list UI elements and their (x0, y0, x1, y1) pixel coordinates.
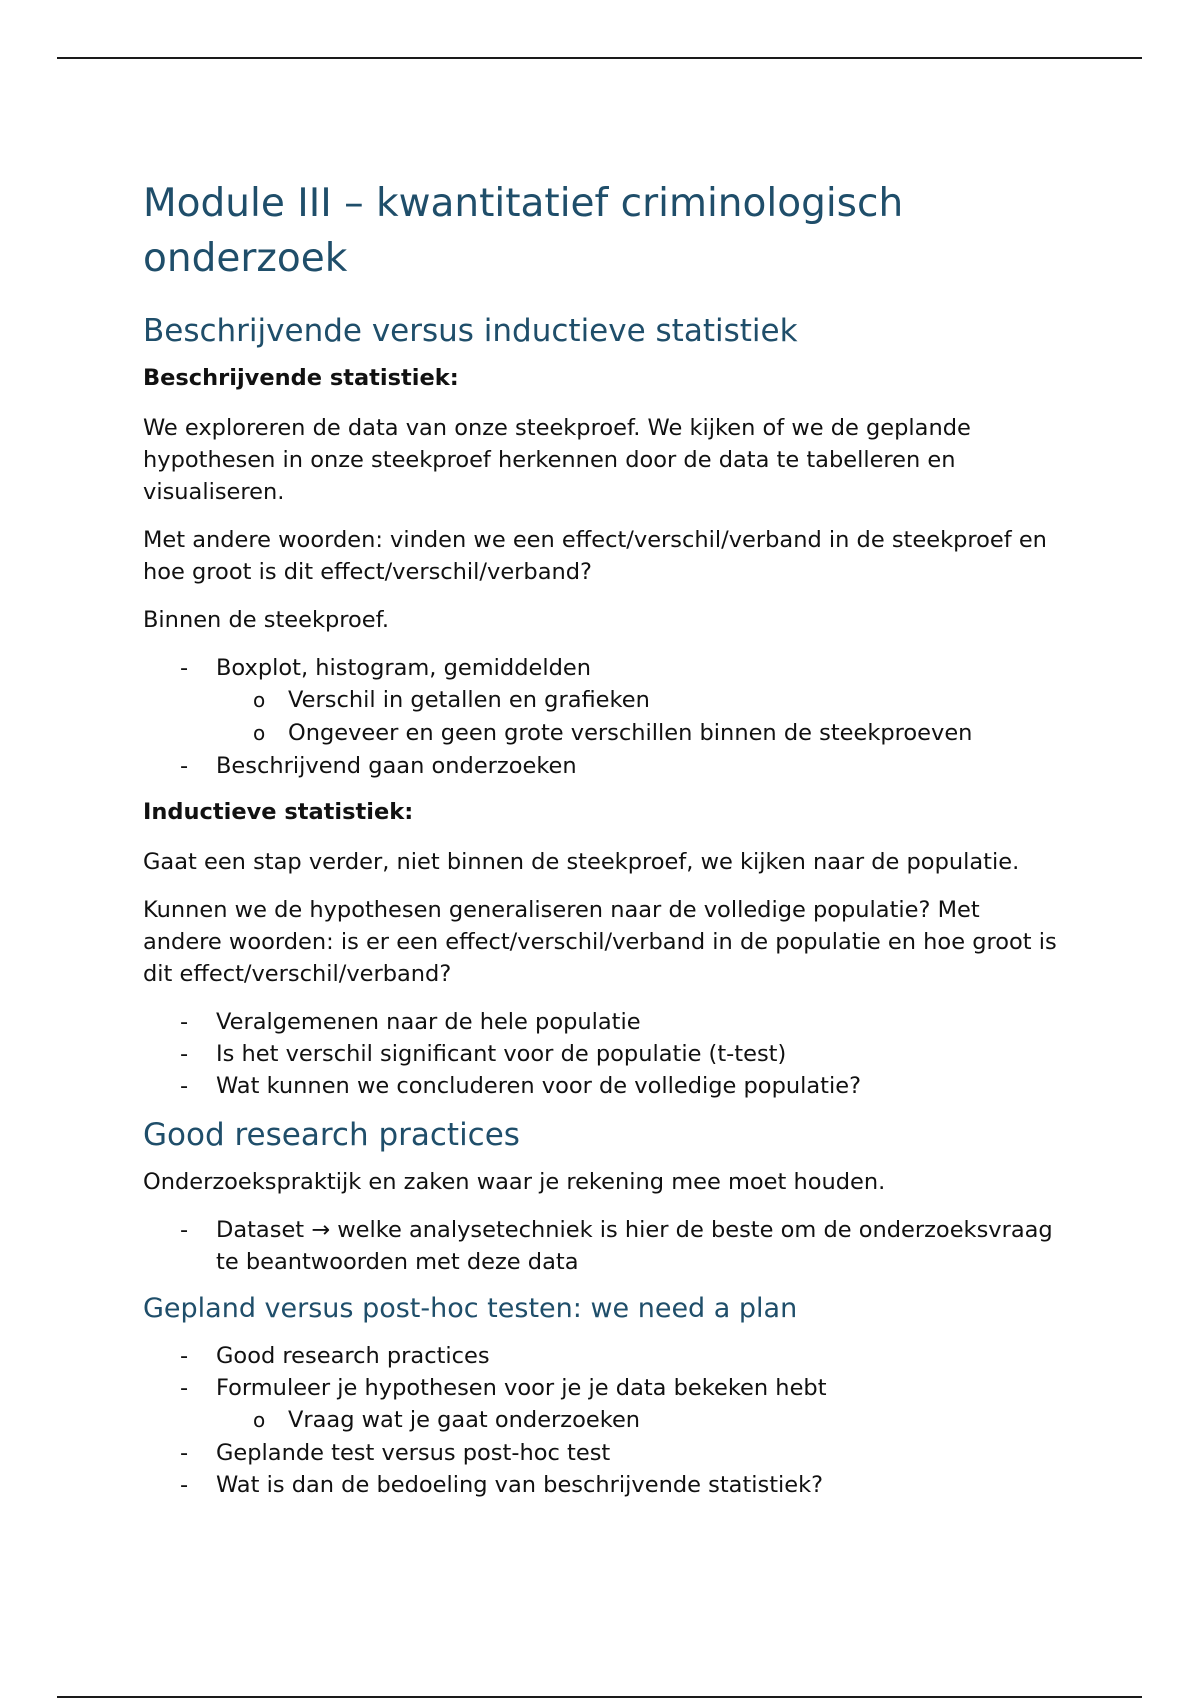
dash-marker: - (180, 1009, 189, 1035)
section-heading-research-practices: Good research practices (143, 1117, 520, 1153)
list-item-text: Is het verschil significant voor de populatie (t-test) (216, 1041, 787, 1067)
paragraph: Gaat een stap verder, niet binnen de steekproef, we kijken naar de populatie. (143, 849, 1020, 875)
list-item-text: Beschrijvend gaan onderzoeken (216, 753, 577, 779)
dash-marker: - (180, 1343, 189, 1369)
list-item (143, 652, 1063, 750)
list-item-text: Formuleer je hypothesen voor je je data bekeken hebt (216, 1375, 827, 1401)
list-item (143, 1437, 1063, 1469)
paragraph: Binnen de steekproef. (143, 607, 390, 633)
list-item-text: Good research practices (216, 1343, 490, 1369)
bullet-list (143, 1340, 1063, 1501)
document-body (143, 176, 1063, 1515)
list-item-text: Geplande test versus post-hoc test (216, 1440, 611, 1466)
header-rule (57, 57, 1142, 59)
sub-list-item-text: Vraag wat je gaat onderzoeken (288, 1407, 641, 1433)
bullet-list (143, 1214, 1063, 1278)
list-item (143, 1372, 1063, 1437)
page-title: Module III – kwantitatief criminologisch onderzoek (143, 181, 904, 281)
circle-marker: o (253, 721, 266, 745)
dash-marker: - (180, 1375, 189, 1401)
circle-marker: o (253, 688, 266, 712)
list-item (143, 1038, 1063, 1070)
list-item (143, 1340, 1063, 1372)
sub-list-item-text: Verschil in getallen en grafieken (288, 687, 650, 713)
paragraph: Onderzoekspraktijk en zaken waar je rekening mee moet houden. (143, 1169, 886, 1195)
list-item-text: Veralgemenen naar de hele populatie (216, 1009, 641, 1035)
descriptive-label: Beschrijvende statistiek: (143, 365, 459, 391)
sub-list (216, 684, 1063, 750)
list-item (143, 1006, 1063, 1038)
list-item (143, 1214, 1063, 1278)
dash-marker: - (180, 1217, 189, 1243)
dash-marker: - (180, 1440, 189, 1466)
paragraph: Met andere woorden: vinden we een effect/verschil/verband in de steekproef en hoe groot is dit effect/verschil/verband? (143, 527, 1047, 585)
footer-rule (57, 1696, 1142, 1698)
list-item-text: Wat is dan de bedoeling van beschrijvende statistiek? (216, 1472, 824, 1498)
list-item-text: Wat kunnen we concluderen voor de volledige populatie? (216, 1073, 862, 1099)
dash-marker: - (180, 655, 189, 681)
dash-marker: - (180, 1472, 189, 1498)
list-item-text: Boxplot, histogram, gemiddelden (216, 655, 591, 681)
bullet-list (143, 1006, 1063, 1102)
dash-marker: - (180, 1041, 189, 1067)
section-heading-statistics: Beschrijvende versus inductieve statistiek (143, 313, 798, 349)
dash-marker: - (180, 753, 189, 779)
sub-list-item-text: Ongeveer en geen grote verschillen binnen de steekproeven (288, 720, 973, 746)
list-item (143, 1469, 1063, 1501)
list-item (143, 1070, 1063, 1102)
dash-marker: - (180, 1073, 189, 1099)
list-item (143, 750, 1063, 782)
bullet-list (143, 652, 1063, 782)
sub-list (216, 1404, 1063, 1437)
list-item-text: Dataset → welke analysetechniek is hier de beste om de onderzoeksvraag te beantwoorden met deze data (216, 1217, 1053, 1275)
paragraph: Kunnen we de hypothesen generaliseren naar de volledige populatie? Met andere woorden: is er een effect/verschil/verband in de populatie en hoe groot is dit effect/verschil/verband? (143, 897, 1057, 987)
inductive-label: Inductieve statistiek: (143, 799, 414, 825)
paragraph: We exploreren de data van onze steekproef. We kijken of we de geplande hypothesen in onze steekproef herkennen door de data te tabelleren en visualiseren. (143, 415, 971, 505)
sub-list-item (144, 1404, 1063, 1437)
circle-marker: o (253, 1408, 266, 1432)
sub-list-item (144, 717, 1063, 750)
sub-list-item (144, 684, 1063, 717)
subsection-heading-planned-vs-posthoc: Gepland versus post-hoc testen: we need a plan (143, 1293, 798, 1324)
